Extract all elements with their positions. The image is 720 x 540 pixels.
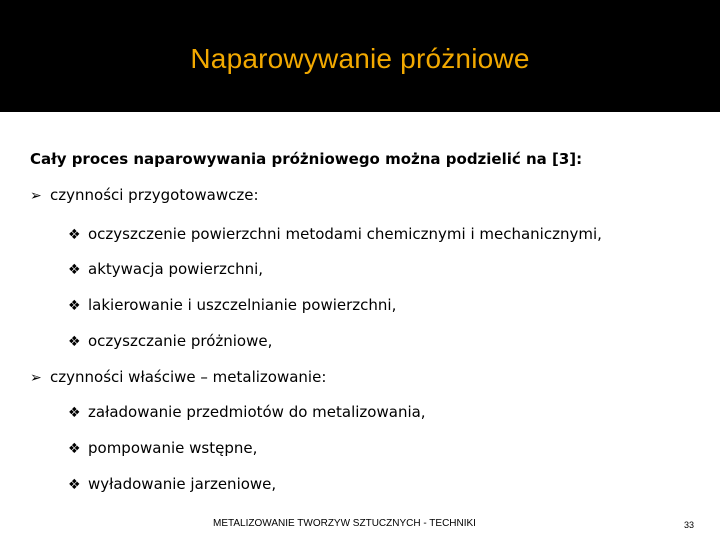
list-item-text: oczyszczenie powierzchni metodami chemicznymi i mechanicznymi, [88,225,602,243]
diamond-bullet-icon: ❖ [68,477,81,493]
list-item-text: pompowanie wstępne, [88,439,258,457]
diamond-bullet-icon: ❖ [68,262,81,278]
page-number: 33 [684,520,695,530]
diamond-bullet-icon: ❖ [68,334,81,350]
arrowhead-bullet-icon: ➢ [30,370,42,386]
slide-title: Naparowywanie próżniowe [190,43,530,74]
section-label: czynności przygotowawcze: [50,186,259,204]
list-item [68,439,257,457]
list-item [68,296,396,314]
diamond-bullet-icon: ❖ [68,298,81,314]
arrowhead-bullet-icon: ➢ [30,188,42,204]
list-item [68,225,602,243]
list-item [68,475,276,493]
list-item-text: wyładowanie jarzeniowe, [88,475,277,493]
list-item-text: aktywacja powierzchni, [88,260,264,278]
lead-text: Cały proces naparowywania próżniowego można podzielić na [3]: [30,150,583,168]
list-item-text: załadowanie przedmiotów do metalizowania, [88,403,426,421]
slide-footer: METALIZOWANIE TWORZYW SZTUCZNYCH - TECHNIKI [213,518,476,529]
list-item [68,332,272,350]
diamond-bullet-icon: ❖ [68,227,81,243]
section-label: czynności właściwe – metalizowanie: [50,368,327,386]
list-item-text: oczyszczanie próżniowe, [88,332,273,350]
diamond-bullet-icon: ❖ [68,405,81,421]
list-item-text: lakierowanie i uszczelnianie powierzchni, [88,296,397,314]
diamond-bullet-icon: ❖ [68,441,81,457]
section-item-metallizing [30,368,326,386]
section-item-preparatory [30,186,259,204]
list-item [68,403,426,421]
list-item [68,260,263,278]
